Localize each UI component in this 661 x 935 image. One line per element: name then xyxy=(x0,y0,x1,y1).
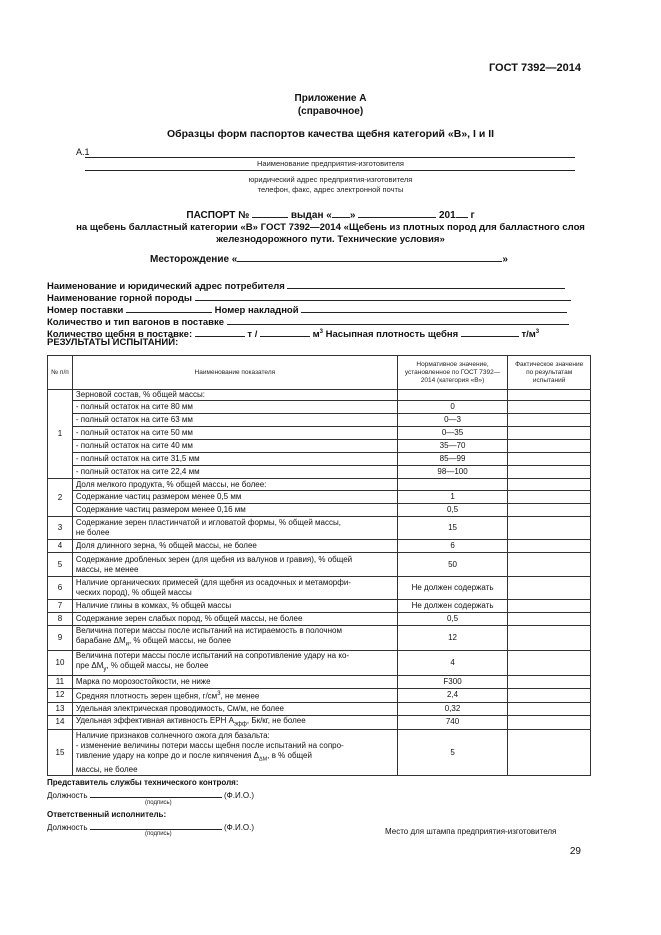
row-name-line: Содержание дробленых зерен (для щебня из валунов и гравия), % общей xyxy=(75,554,353,564)
g1-row-norm: 98—100 xyxy=(397,466,508,479)
issued-label: выдан « xyxy=(290,210,332,221)
row-norm: 12 xyxy=(397,626,508,651)
row-name xyxy=(72,577,397,600)
table-row xyxy=(48,504,591,517)
control-position-field[interactable] xyxy=(90,789,222,798)
fact-cell[interactable] xyxy=(508,689,591,703)
row-name-line: Величина потери массы после испытаний на истираемость в полочном xyxy=(75,626,342,636)
control-position-line xyxy=(47,789,254,800)
row-name: Доля длинного зерна, % общей массы, не более xyxy=(72,540,397,553)
row-name-part: , в % общей xyxy=(267,750,312,760)
g1-row-norm: 0 xyxy=(397,401,508,414)
rock-field[interactable] xyxy=(195,290,571,301)
fact-cell[interactable] xyxy=(508,390,591,401)
consumer-label: Наименование и юридический адрес потребителя xyxy=(47,281,285,292)
delivery-label: Номер поставки xyxy=(47,305,124,316)
table-row xyxy=(48,730,591,776)
issued-quote: » xyxy=(349,210,356,221)
position-label: Должность xyxy=(47,791,88,800)
fact-cell[interactable] xyxy=(508,401,591,414)
m3-sup: 3 xyxy=(319,328,324,335)
row-name-sub: ΔM xyxy=(259,756,268,763)
table-row xyxy=(48,613,591,626)
table-row xyxy=(48,479,591,491)
row-num: 10 xyxy=(48,651,73,676)
row-name-line: ческих пород), % общей массы xyxy=(75,588,192,597)
fio-label: (Ф.И.О.) xyxy=(223,823,255,832)
g1-row-name: - полный остаток на сите 80 мм xyxy=(72,401,397,414)
wagons-field[interactable] xyxy=(227,314,569,325)
passport-line xyxy=(0,207,661,221)
table-row xyxy=(48,540,591,553)
row-name-line: Наличие органических примесей (для щебня из осадочных и метаморфи- xyxy=(75,578,351,587)
fact-cell[interactable] xyxy=(508,427,591,440)
row-name: Наличие глины в комках, % общей массы xyxy=(72,600,397,613)
g1-row-norm: 35—70 xyxy=(397,440,508,453)
row-num: 9 xyxy=(48,626,73,651)
passport-subject-line-1: на щебень балластный категории «В» ГОСТ 7392—2014 «Щебень из плотных пород для балластного слоя xyxy=(76,222,585,233)
row-name: Марка по морозостойкости, не ниже xyxy=(72,676,397,689)
row-name-part: пре ΔM xyxy=(75,661,104,671)
fact-cell[interactable] xyxy=(508,479,591,491)
table-row xyxy=(48,427,591,440)
deposit-quote: » xyxy=(502,254,508,265)
quantity-tons-field[interactable] xyxy=(195,326,245,337)
group1-num: 1 xyxy=(48,390,73,479)
row-num: 15 xyxy=(48,730,73,776)
row-name xyxy=(72,626,397,651)
row-num: 3 xyxy=(48,517,73,540)
table-row xyxy=(48,577,591,600)
row-num: 5 xyxy=(48,553,73,577)
row-name xyxy=(72,651,397,676)
group2-num: 2 xyxy=(48,479,73,517)
row-name-line xyxy=(76,751,394,765)
passport-label: ПАСПОРТ № xyxy=(186,210,250,221)
g2-row-name: Содержание частиц размером менее 0,5 мм xyxy=(72,491,397,504)
row-norm: 740 xyxy=(397,715,508,730)
executor-position-field[interactable] xyxy=(90,821,222,830)
row-num: 4 xyxy=(48,540,73,553)
fact-cell[interactable] xyxy=(508,626,591,651)
fio-label: (Ф.И.О.) xyxy=(223,791,255,800)
wagons-label: Количество и тип вагонов в поставке xyxy=(47,317,225,328)
fact-cell[interactable] xyxy=(508,491,591,504)
header-fact: Фактическое значение по результатам испытаний xyxy=(508,356,591,390)
row-num: 8 xyxy=(48,613,73,626)
table-row xyxy=(48,553,591,577)
row-name-part: Удельная эффективная активность ЕРН A xyxy=(75,715,234,725)
table-row xyxy=(48,414,591,427)
row-name-sub: и xyxy=(125,641,129,648)
fact-cell[interactable] xyxy=(508,453,591,466)
density-unit: т/м xyxy=(521,329,536,340)
passport-number-field[interactable] xyxy=(252,207,288,218)
row-norm: 5 xyxy=(397,730,508,776)
fact-cell[interactable] xyxy=(508,613,591,626)
tons-unit: т / xyxy=(247,329,258,340)
signature-caption: (подпись) xyxy=(145,800,172,806)
table-row xyxy=(48,491,591,504)
g2-row-norm: 0,5 xyxy=(397,504,508,517)
position-label: Должность xyxy=(47,823,88,832)
g1-row-name: - полный остаток на сите 22,4 мм xyxy=(72,466,397,479)
deposit-field[interactable] xyxy=(237,251,502,262)
density-sup: 3 xyxy=(535,328,540,335)
fact-cell[interactable] xyxy=(508,414,591,427)
header-norm: Нормативное значение, установленное по ГОСТ 7392—2014 (категория «В») xyxy=(397,356,508,390)
invoice-label: Номер накладной xyxy=(214,305,299,316)
row-num: 14 xyxy=(48,715,73,730)
header-name: Наименование показателя xyxy=(72,356,397,390)
table-row xyxy=(48,702,591,715)
issued-year-label: 201 xyxy=(438,210,456,221)
row-name xyxy=(72,689,397,703)
quantity-label: Количество щебня в поставке: xyxy=(47,329,193,340)
row-num: 6 xyxy=(48,577,73,600)
g1-row-norm: 0—3 xyxy=(397,414,508,427)
row-num: 13 xyxy=(48,702,73,715)
appendix-heading xyxy=(0,92,661,118)
row-name-part: тивление удару на копре до и после кипячения Δ xyxy=(75,750,259,760)
row-name-line: не более xyxy=(75,528,110,537)
row-name-line xyxy=(76,636,394,650)
table-row xyxy=(48,651,591,676)
page-number: 29 xyxy=(569,846,581,857)
fact-cell[interactable] xyxy=(508,600,591,613)
delivery-field[interactable] xyxy=(126,302,212,313)
g1-row-norm: 0—35 xyxy=(397,427,508,440)
row-num: 12 xyxy=(48,689,73,703)
manufacturer-line xyxy=(85,157,575,158)
fact-cell[interactable] xyxy=(508,517,591,540)
row-norm: 50 xyxy=(397,553,508,577)
table-row xyxy=(48,689,591,703)
fact-cell[interactable] xyxy=(508,553,591,577)
row-name xyxy=(72,715,397,730)
deposit-label: Месторождение « xyxy=(150,254,238,265)
row-norm: 6 xyxy=(397,540,508,553)
issued-year-field[interactable] xyxy=(456,207,468,218)
row-name-line: массы, не менее xyxy=(75,564,139,574)
g2-row-norm: 1 xyxy=(397,491,508,504)
results-heading: РЕЗУЛЬТАТЫ ИСПЫТАНИЙ: xyxy=(47,337,179,348)
row-norm: Не должен содержать xyxy=(397,600,508,613)
row-name-part: , % общей массы, не более xyxy=(106,661,209,671)
g1-row-name: - полный остаток на сите 50 мм xyxy=(72,427,397,440)
fact-cell[interactable] xyxy=(508,540,591,553)
row-name-sup: 3 xyxy=(217,691,221,697)
row-name-line: Содержание зерен пластинчатой и игловатой формы, % общей массы, xyxy=(75,518,341,527)
row-name-part: барабане ΔM xyxy=(75,636,126,646)
address-caption-2: телефон, факс, адрес электронной почты xyxy=(257,185,404,194)
row-name-line: Наличие признаков солнечного ожога для базальта: xyxy=(75,730,270,740)
invoice-field[interactable] xyxy=(301,302,567,313)
fact-cell[interactable] xyxy=(508,702,591,715)
g1-row-name: - полный остаток на сите 40 мм xyxy=(72,440,397,453)
passport-subject-line-2: железнодорожного пути. Технические условия» xyxy=(216,234,445,245)
density-label: Насыпная плотность щебня xyxy=(325,329,459,340)
row-name-part: , Бк/кг, не более xyxy=(246,715,306,725)
table-row xyxy=(48,626,591,651)
address-caption-1: юридический адрес предприятия-изготовителя xyxy=(248,175,413,184)
issued-day-field[interactable] xyxy=(332,207,350,218)
table-row xyxy=(48,676,591,689)
year-suffix: г xyxy=(470,210,475,221)
table-row xyxy=(48,715,591,730)
quantity-m3-field[interactable] xyxy=(260,326,310,337)
table-header-row xyxy=(48,356,591,390)
table-row xyxy=(48,390,591,401)
fact-cell[interactable] xyxy=(508,730,591,776)
g1-row-name: - полный остаток на сите 63 мм xyxy=(72,414,397,427)
appendix-subtitle: (справочное) xyxy=(297,106,364,117)
row-name-sub: эфф xyxy=(233,721,247,728)
row-name-line: - изменение величины потери массы щебня после испытаний на сопро- xyxy=(75,740,344,750)
fact-cell[interactable] xyxy=(508,440,591,453)
fact-cell[interactable] xyxy=(508,577,591,600)
row-name-line xyxy=(76,661,394,675)
g1-row-name: - полный остаток на сите 31,5 мм xyxy=(72,453,397,466)
row-name-line: Величина потери массы после испытаний на сопротивление удару на ко- xyxy=(75,651,350,661)
row-name: Содержание зерен слабых пород, % общей массы, не более xyxy=(72,613,397,626)
row-norm: 2,4 xyxy=(397,689,508,703)
document-title: Образцы форм паспортов качества щебня категорий «В», I и II xyxy=(166,128,495,140)
deposit-line xyxy=(150,251,508,265)
manufacturer-caption: Наименование предприятия-изготовителя xyxy=(257,159,404,168)
row-name-line: массы, не более xyxy=(75,764,138,774)
fact-cell[interactable] xyxy=(508,466,591,479)
section-label: А.1 xyxy=(76,147,90,157)
table-row xyxy=(48,440,591,453)
row-num: 11 xyxy=(48,676,73,689)
table-row xyxy=(48,466,591,479)
fact-cell[interactable] xyxy=(508,651,591,676)
group1-title: Зерновой состав, % общей массы: xyxy=(72,390,397,401)
group2-title: Доля мелкого продукта, % общей массы, не более: xyxy=(72,479,397,491)
control-title: Представитель службы технического контроля: xyxy=(47,778,239,787)
fact-cell[interactable] xyxy=(508,715,591,730)
row-name-sub: у xyxy=(103,666,107,673)
row-norm: 0,32 xyxy=(397,702,508,715)
signature-caption: (подпись) xyxy=(145,831,172,837)
table-row xyxy=(48,517,591,540)
results-table xyxy=(47,355,591,776)
row-name xyxy=(72,517,397,540)
row-norm: 4 xyxy=(397,651,508,676)
table-row xyxy=(48,600,591,613)
row-name-part: Средняя плотность зерен щебня, г/см xyxy=(75,691,218,701)
consumer-field[interactable] xyxy=(287,278,565,289)
appendix-title: Приложение А xyxy=(294,93,367,104)
standard-code: ГОСТ 7392—2014 xyxy=(488,62,581,74)
rock-label: Наименование горной породы xyxy=(47,293,192,304)
executor-title: Ответственный исполнитель: xyxy=(47,810,167,819)
g1-row-norm: 85—99 xyxy=(397,453,508,466)
m3-unit: м xyxy=(312,329,320,340)
row-num: 7 xyxy=(48,600,73,613)
row-name-part: , % общей массы, не более xyxy=(128,636,232,646)
header-num: № п/п xyxy=(48,356,73,390)
passport-subject xyxy=(0,222,661,246)
row-name xyxy=(72,730,397,776)
row-norm: Не должен содержать xyxy=(397,577,508,600)
address-line xyxy=(85,170,575,171)
row-name: Удельная электрическая проводимость, См/м, не более xyxy=(72,702,397,715)
table-row xyxy=(48,401,591,414)
density-field[interactable] xyxy=(461,326,519,337)
row-name xyxy=(72,553,397,577)
g2-row-name: Содержание частиц размером менее 0,16 мм xyxy=(72,504,397,517)
row-name-part: , не менее xyxy=(220,691,260,701)
stamp-caption: Место для штампа предприятия-изготовителя xyxy=(385,827,557,836)
fact-cell[interactable] xyxy=(508,504,591,517)
row-norm: F300 xyxy=(397,676,508,689)
issued-month-field[interactable] xyxy=(358,207,436,218)
fact-cell[interactable] xyxy=(508,676,591,689)
row-norm: 15 xyxy=(397,517,508,540)
row-norm: 0,5 xyxy=(397,613,508,626)
table-row xyxy=(48,453,591,466)
